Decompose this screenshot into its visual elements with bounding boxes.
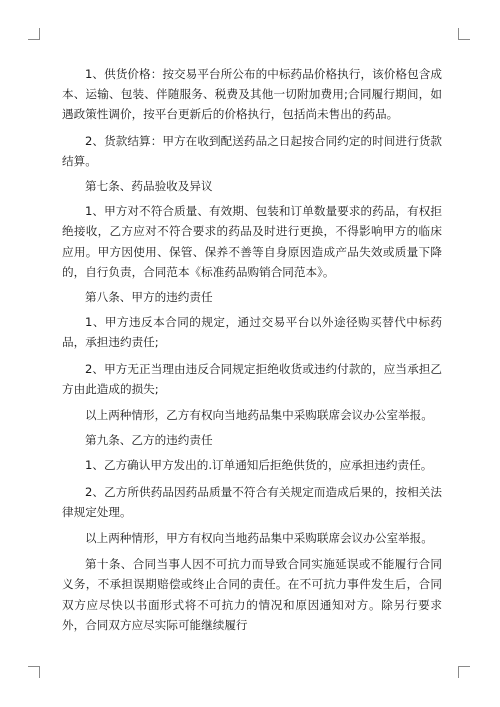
heading-article-9: 第九条、乙方的违约责任 — [85, 433, 213, 448]
crop-mark-bottom-left — [28, 666, 40, 678]
paragraph-party-b-breach-2: 2、乙方所供药品因药品质量不符合有关规定而造成后果的，按相关法律规定处理。 — [62, 484, 442, 519]
paragraph-supply-price: 1、供货价格：按交易平台所公布的中标药品价格执行，该价格包含成本、运输、包装、伴随服务、税费及其他一切附加费用;合同履行期间，如遇政策性调价，按平台更新后的价格执行，包括尚未售出的药品。 — [62, 67, 442, 122]
paragraph-party-a-breach-1: 1、甲方违反本合同的规定，通过交易平台以外途径购买替代中标药品，承担违约责任; — [62, 315, 442, 350]
heading-article-7: 第七条、药品验收及异议 — [85, 179, 213, 194]
crop-mark-top-left — [28, 28, 40, 40]
paragraph-payment-settlement: 2、货款结算：甲方在收到配送药品之日起按合同约定的时间进行货款结算。 — [62, 133, 442, 168]
paragraph-party-b-breach-1: 1、乙方确认甲方发出的.订单通知后拒绝供货的，应承担违约责任。 — [85, 458, 433, 473]
paragraph-acceptance: 1、甲方对不符合质量、有效期、包装和订单数量要求的药品，有权拒绝接收，乙方应对不符合要求的药品及时进行更换，不得影响甲方的临床应用。甲方因使用、保管、保养不善等自身原因造成产品失效或质量下降的，自行负责，合同范本《标准药品购销合同范本》。 — [62, 204, 442, 279]
crop-mark-top-right — [458, 28, 470, 40]
paragraph-article-10-force-majeure: 第十条、合同当事人因不可抗力而导致合同实施延误或不能履行合同义务，不承担误期赔偿或终止合同的责任。在不可抗力事件发生后，合同双方应尽快以书面形式将不可抗力的情况和原因通知对方。除另行要求外，合同双方应尽实际可能继续履行 — [62, 557, 442, 632]
crop-mark-bottom-right — [458, 666, 470, 678]
paragraph-party-a-breach-2: 2、甲方无正当理由违反合同规定拒绝收货或违约付款的，应当承担乙方由此造成的损失; — [62, 361, 442, 396]
paragraph-party-a-report: 以上两种情形，甲方有权向当地药品集中采购联席会议办公室举报。 — [85, 531, 433, 546]
heading-article-8: 第八条、甲方的违约责任 — [85, 290, 213, 305]
document-body — [62, 64, 442, 635]
paragraph-party-b-report: 以上两种情形，乙方有权向当地药品集中采购联席会议办公室举报。 — [85, 408, 433, 423]
